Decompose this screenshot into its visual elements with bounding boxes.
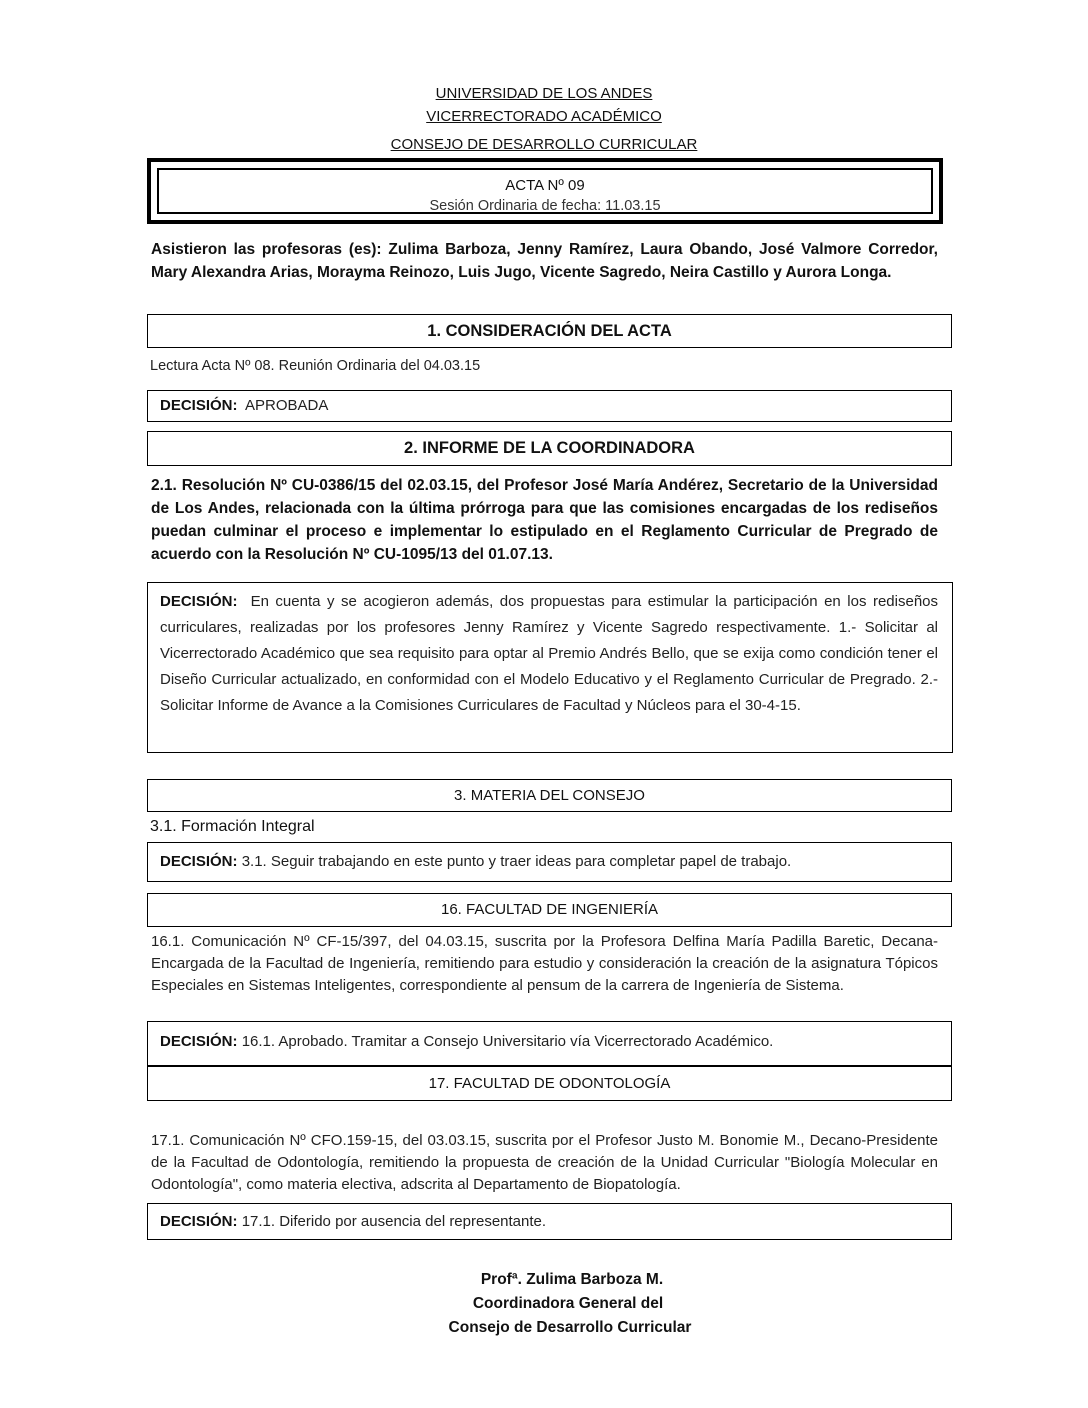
decision-label: DECISIÓN: bbox=[160, 853, 238, 870]
section-3-header bbox=[147, 779, 952, 812]
acta-session-date: Sesión Ordinaria de fecha: 11.03.15 bbox=[429, 198, 661, 214]
section-16-header bbox=[147, 893, 952, 927]
section-1-header bbox=[147, 314, 952, 348]
section-1-reading: Lectura Acta Nº 08. Reunión Ordinaria del 04.03.15 bbox=[150, 358, 481, 374]
section-1-title: 1. CONSIDERACIÓN DEL ACTA bbox=[427, 322, 672, 340]
attendance-paragraph: Asistieron las profesoras (es): Zulima Barboza, Jenny Ramírez, Laura Obando, José Valmore Corredor, Mary Alexandra Arias, Morayma Reinozo, Luis Jugo, Vicente Sagredo, Neira Castillo y Aurora Longa. bbox=[151, 241, 938, 281]
section-17-header bbox=[147, 1066, 952, 1101]
decision-text: 17.1. Diferido por ausencia del representante. bbox=[241, 1213, 547, 1230]
section-3-title: 3. MATERIA DEL CONSEJO bbox=[454, 787, 645, 804]
decision-label: DECISIÓN: bbox=[160, 593, 238, 610]
section-3-decision bbox=[147, 842, 952, 882]
signature-role: Coordinadora General del bbox=[472, 1295, 664, 1312]
decision-label: DECISIÓN: bbox=[160, 1213, 238, 1230]
section-17-title: 17. FACULTAD DE ODONTOLOGÍA bbox=[428, 1075, 671, 1092]
acta-number: ACTA Nº 09 bbox=[505, 177, 585, 194]
section-2-item: 2.1. Resolución Nº CU-0386/15 del 02.03.15, del Profesor José María Andérez, Secretario de la Universidad de Los Andes, relacionada con la última prórroga para que las comisiones encargadas de los rediseños puedan culminar el proceso e implementar lo estipulado en el Reglamento Curricular de Pregrado de acuerdo con la Resolución Nº CU-1095/13 del 01.07.13. bbox=[151, 477, 938, 563]
vicerrectorado-name: VICERRECTORADO ACADÉMICO bbox=[426, 108, 662, 125]
section-2-decision bbox=[147, 582, 953, 753]
decision-text: 3.1. Seguir trabajando en este punto y traer ideas para completar papel de trabajo. bbox=[241, 853, 792, 870]
section-1-decision bbox=[147, 390, 952, 422]
university-name: UNIVERSIDAD DE LOS ANDES bbox=[435, 85, 653, 102]
decision-label: DECISIÓN: bbox=[160, 397, 238, 414]
section-16-decision bbox=[147, 1021, 952, 1066]
section-2-title: 2. INFORME DE LA COORDINADORA bbox=[404, 439, 695, 457]
section-17-decision bbox=[147, 1203, 952, 1240]
decision-text: 16.1. Aprobado. Tramitar a Consejo Universitario vía Vicerrectorado Académico. bbox=[241, 1033, 774, 1050]
section-3-subtitle: 3.1. Formación Integral bbox=[150, 818, 315, 835]
section-16-item: 16.1. Comunicación Nº CF-15/397, del 04.03.15, suscrita por la Profesora Delfina María Padilla Baretic, Decana-Encargada de la Facultad de Ingeniería, remitiendo para estudio y consideración la creación de la asignatura Tópicos Especiales en Sistemas Inteligentes, correspondiente al pensum de la carrera de Ingeniería de Sistema. bbox=[151, 933, 938, 994]
decision-text: APROBADA bbox=[245, 397, 329, 414]
decision-text: En cuenta y se acogieron además, dos propuestas para estimular la participación en los rediseños curriculares, realizadas por los profesores Jenny Ramírez y Vicente Sagredo respectivamente. 1.- Solicitar al Vicerrectorado Académico que sea requisito para optar al Premio Andrés Bello, que se exija como condición tener el Diseño Curricular actualizado, en conformidad con el Modelo Educativo y el Reglamento Curricular de Pregrado. 2.- Solicitar Informe de Avance a la Comisiones Curriculares de Facultad y Núcleos para el 30-4-15. bbox=[160, 593, 939, 714]
signature-body: Consejo de Desarrollo Curricular bbox=[448, 1319, 692, 1336]
signature-name: Profª. Zulima Barboza M. bbox=[480, 1271, 664, 1288]
acta-inner-frame bbox=[157, 168, 933, 214]
decision-label: DECISIÓN: bbox=[160, 1033, 238, 1050]
consejo-name: CONSEJO DE DESARROLLO CURRICULAR bbox=[390, 136, 698, 153]
section-2-header bbox=[147, 431, 952, 466]
section-16-title: 16. FACULTAD DE INGENIERÍA bbox=[441, 901, 658, 918]
section-17-item: 17.1. Comunicación Nº CFO.159-15, del 03.03.15, suscrita por el Profesor Justo M. Bonomie M., Decano-Presidente de la Facultad de Odontología, remitiendo la propuesta de creación de la Unidad Curricular "Biología Molecular en Odontología", como materia electiva, adscrita al Departamento de Biopatología. bbox=[151, 1132, 938, 1193]
acta-header-box bbox=[147, 158, 943, 224]
